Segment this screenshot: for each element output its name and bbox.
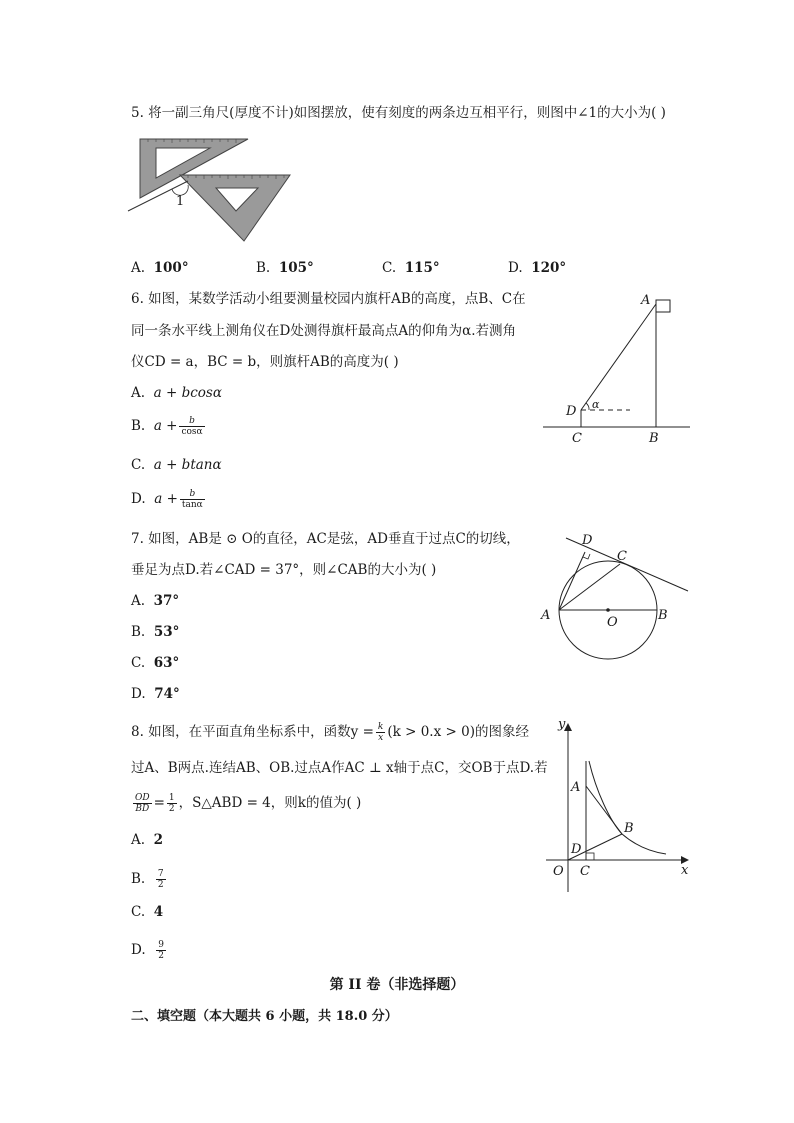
q8-option-d: D. $\frac{9}{2}$ <box>131 940 164 961</box>
q6-option-b: B. a + $\frac{b}{\cos\alpha}$ <box>131 416 203 437</box>
q8-label-b: B <box>624 821 634 836</box>
triangle-ruler-2 <box>180 175 290 241</box>
q5-text: 5. 将一副三角尺(厚度不计)如图摆放，使有刻度的两条边互相平行，则图中∠1的大小为( ) <box>131 105 666 121</box>
q8-line2: 过A、B两点.连结AB、OB.过点A作AC ⊥ x轴于点C，交OB于点D.若 <box>131 760 548 776</box>
q8-line1: 8. 如图，在平面直角坐标系中，函数y = $\frac{k}{x}$ (k > 0.x > 0)的图象经 <box>131 722 529 743</box>
q6-line2: 同一条水平线上测角仪在D处测得旗杆最高点A的仰角为α.若测角 <box>131 323 516 339</box>
q8-option-a: A. 2 <box>131 832 164 848</box>
q7-label-o: O <box>607 615 618 630</box>
section-title: 第 II 卷（非选择题） <box>329 977 465 993</box>
q7-line2: 垂足为点D.若∠CAD = 37°，则∠CAB的大小为( ) <box>131 562 437 578</box>
q6-line3: 仪CD = a，BC = b，则旗杆AB的高度为( ) <box>131 354 399 370</box>
q7-label-a: A <box>541 608 551 623</box>
q7-label-b: B <box>658 608 668 623</box>
q7-option-b: B. 53° <box>131 624 180 640</box>
q7-figure <box>538 528 698 668</box>
q8-label-a: A <box>571 780 581 795</box>
q8-line3: $\frac{OD}{BD}$ = $\frac{1}{2}$ ，S△ABD = 4，则k的值为( ) <box>135 793 362 814</box>
q8-figure <box>544 716 694 896</box>
q8-label-c: C <box>580 864 590 879</box>
q5-angle-label: 1 <box>176 194 185 209</box>
q7-line1: 7. 如图，AB是 ⊙ O的直径，AC是弦，AD垂直于过点C的切线， <box>131 531 520 547</box>
q6-label-c: C <box>572 431 582 446</box>
q7-label-d: D <box>582 533 593 548</box>
q5-figure <box>128 133 298 245</box>
q7-option-c: C. 63° <box>131 655 180 671</box>
q7-option-a: A. 37° <box>131 593 180 609</box>
q8-option-c: C. 4 <box>131 904 164 920</box>
q6-figure <box>540 290 695 450</box>
q7-label-c: C <box>617 549 627 564</box>
q6-label-a: A <box>641 293 651 308</box>
q6-option-d: D. a + $\frac{b}{\tan\alpha}$ <box>131 489 203 510</box>
q6-option-c: C. a + btanα <box>131 457 222 473</box>
q5-option-c: C. 115° <box>382 260 440 276</box>
q8-option-b: B. $\frac{7}{2}$ <box>131 869 164 890</box>
q6-line1: 6. 如图，某数学活动小组要测量校园内旗杆AB的高度，点B、C在 <box>131 291 526 307</box>
q6-label-d: D <box>566 404 577 419</box>
q8-label-y: y <box>558 717 566 732</box>
q8-label-d: D <box>571 842 582 857</box>
q5-option-d: D. 120° <box>508 260 567 276</box>
q5-option-a: A. 100° <box>131 260 189 276</box>
q5-option-b: B. 105° <box>256 260 314 276</box>
q6-label-b: B <box>649 431 659 446</box>
q6-option-a: A. a + bcosα <box>131 385 222 401</box>
q7-option-d: D. 74° <box>131 686 180 702</box>
q8-label-o: O <box>553 864 564 879</box>
q6-label-alpha: α <box>592 398 600 411</box>
q8-label-x: x <box>681 863 689 878</box>
section-subtitle: 二、填空题（本大题共 6 小题，共 18.0 分） <box>131 1009 398 1024</box>
